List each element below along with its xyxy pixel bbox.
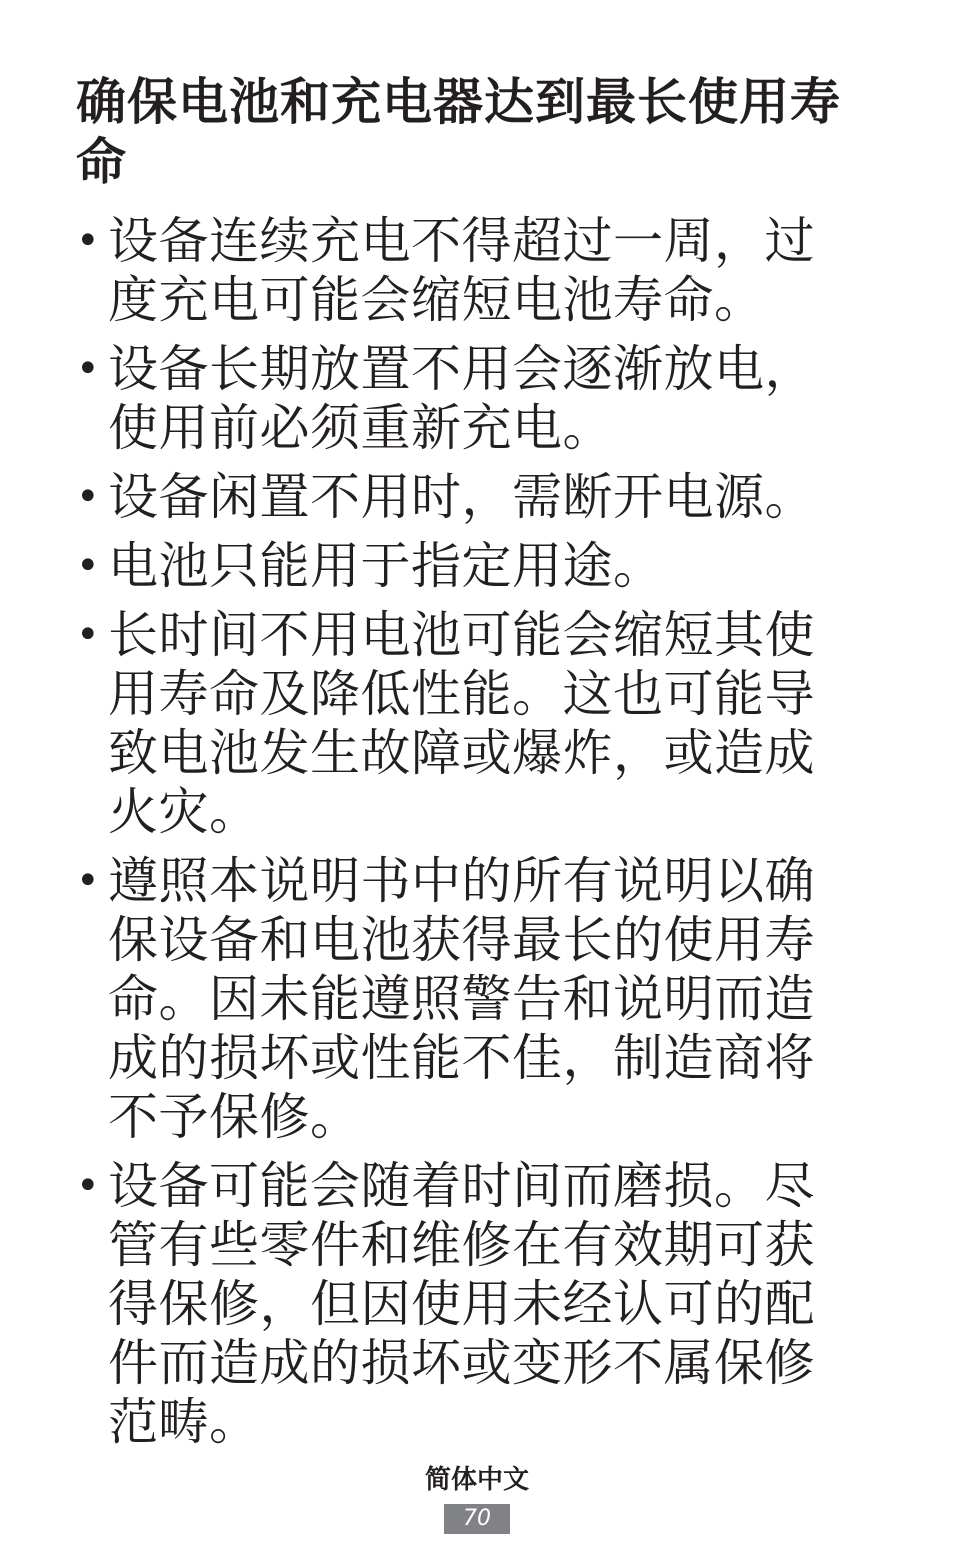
bullet-icon: •: [76, 474, 101, 520]
list-item: [76, 1157, 856, 1452]
list-item-text: 设备连续充电不得超过一周，过度充电可能会缩短电池寿命。: [108, 212, 815, 329]
page-content: [76, 72, 856, 1462]
bullet-icon: •: [76, 543, 101, 589]
page-footer: [0, 1462, 954, 1534]
bullet-icon: •: [76, 218, 101, 264]
section-heading: 确保电池和充电器达到最长使用寿命: [76, 73, 841, 191]
bullet-icon: •: [76, 1163, 101, 1209]
list-item: [76, 468, 856, 527]
list-item: [76, 852, 856, 1147]
list-item: [76, 212, 856, 330]
list-item-text: 长时间不用电池可能会缩短其使用寿命及降低性能。这也可能导致电池发生故障或爆炸，或造成火灾。: [108, 606, 815, 841]
list-item: [76, 537, 856, 596]
bullet-icon: •: [76, 612, 101, 658]
list-item-text: 设备长期放置不用会逐渐放电，使用前必须重新充电。: [108, 340, 815, 457]
bullet-icon: •: [76, 858, 101, 904]
list-item-text: 遵照本说明书中的所有说明以确保设备和电池获得最长的使用寿命。因未能遵照警告和说明而造成的损坏或性能不佳，制造商将不予保修。: [108, 852, 815, 1146]
footer-language: 简体中文: [424, 1465, 529, 1495]
page-number: 70: [444, 1504, 510, 1534]
list-item: [76, 340, 856, 458]
list-item-text: 设备闲置不用时，需断开电源。: [108, 468, 815, 526]
bullet-list: [76, 212, 856, 1452]
list-item-text: 设备可能会随着时间而磨损。尽管有些零件和维修在有效期可获得保修，但因使用未经认可的配件而造成的损坏或变形不属保修范畴。: [108, 1157, 815, 1451]
bullet-icon: •: [76, 346, 101, 392]
list-item-text: 电池只能用于指定用途。: [108, 537, 664, 595]
list-item: [76, 606, 856, 842]
